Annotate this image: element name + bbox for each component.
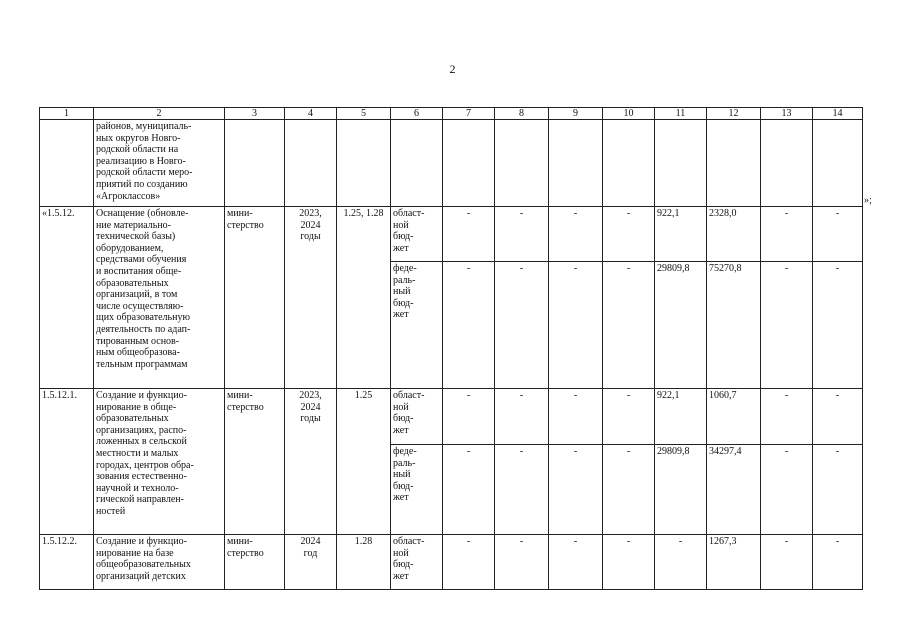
funding-source: феде- раль- ный бюд- жет: [391, 262, 443, 389]
value-cell: 29809,8: [655, 262, 707, 389]
value-cell: -: [603, 445, 655, 535]
cell: [655, 120, 707, 207]
funding-source: феде- раль- ный бюд- жет: [391, 445, 443, 535]
activity-name: Создание и функцио- нирование на базе общеобразовательных организаций детских: [94, 535, 225, 590]
value-cell: -: [603, 535, 655, 590]
value-cell: -: [549, 207, 603, 262]
activity-name: районов, муниципаль- ных округов Новго- родской области на реализацию в Новго- родской области меро- приятий по созданию «Агроклассов»: [94, 120, 225, 207]
cell: [495, 120, 549, 207]
value-cell: -: [549, 389, 603, 445]
page-number: 2: [449, 62, 456, 76]
years: 2024 год: [285, 535, 337, 590]
value-cell: -: [813, 535, 863, 590]
value-cell: -: [495, 262, 549, 389]
closing-quote-mark: »;: [864, 195, 872, 206]
column-header: 14: [813, 108, 863, 120]
column-header: 12: [707, 108, 761, 120]
executor: мини- стерство: [225, 535, 285, 590]
item-number: 1.5.12.2.: [40, 535, 94, 590]
column-header: 10: [603, 108, 655, 120]
cell: [285, 120, 337, 207]
value-cell: -: [761, 389, 813, 445]
target-indicator: 1.28: [337, 535, 391, 590]
column-header: 8: [495, 108, 549, 120]
value-cell: -: [495, 389, 549, 445]
column-header: 6: [391, 108, 443, 120]
value-cell: -: [655, 535, 707, 590]
value-cell: -: [495, 207, 549, 262]
value-cell: -: [761, 535, 813, 590]
value-cell: -: [443, 389, 495, 445]
program-activities-table: [39, 107, 863, 590]
cell: [761, 120, 813, 207]
value-cell: 1267,3: [707, 535, 761, 590]
value-cell: -: [813, 262, 863, 389]
value-cell: 29809,8: [655, 445, 707, 535]
value-cell: -: [761, 207, 813, 262]
column-header: 3: [225, 108, 285, 120]
cell: [337, 120, 391, 207]
value-cell: -: [761, 262, 813, 389]
table-row: [40, 207, 863, 262]
value-cell: -: [443, 207, 495, 262]
value-cell: -: [443, 535, 495, 590]
table-row: [40, 389, 863, 445]
value-cell: -: [813, 389, 863, 445]
executor: мини- стерство: [225, 389, 285, 535]
value-cell: -: [603, 262, 655, 389]
funding-source: област- ной бюд- жет: [391, 207, 443, 262]
cell: [391, 120, 443, 207]
years: 2023, 2024 годы: [285, 207, 337, 389]
item-number: «1.5.12.: [40, 207, 94, 389]
years: 2023, 2024 годы: [285, 389, 337, 535]
column-header: 2: [94, 108, 225, 120]
value-cell: -: [761, 445, 813, 535]
funding-source: област- ной бюд- жет: [391, 535, 443, 590]
column-header: 5: [337, 108, 391, 120]
value-cell: -: [603, 389, 655, 445]
value-cell: -: [495, 535, 549, 590]
value-cell: 922,1: [655, 389, 707, 445]
value-cell: -: [443, 445, 495, 535]
column-header: 1: [40, 108, 94, 120]
value-cell: -: [813, 207, 863, 262]
column-header: 13: [761, 108, 813, 120]
cell: [549, 120, 603, 207]
item-number: 1.5.12.1.: [40, 389, 94, 535]
funding-source: област- ной бюд- жет: [391, 389, 443, 445]
cell: [603, 120, 655, 207]
value-cell: -: [495, 445, 549, 535]
value-cell: -: [443, 262, 495, 389]
value-cell: 75270,8: [707, 262, 761, 389]
column-number-row: [40, 108, 863, 120]
value-cell: -: [549, 535, 603, 590]
activity-name: Оснащение (обновле- ние материально- технической базы) оборудованием, средствами обучения и воспитания обще- образовательных организаций, в том числе осуществляю- щих образовательную деятельность по адап- тированным основ- ным общеобразова- тельным программам: [94, 207, 225, 389]
cell: [40, 120, 94, 207]
cell: [225, 120, 285, 207]
cell: [707, 120, 761, 207]
column-header: 9: [549, 108, 603, 120]
value-cell: 34297,4: [707, 445, 761, 535]
value-cell: 2328,0: [707, 207, 761, 262]
value-cell: 922,1: [655, 207, 707, 262]
value-cell: -: [549, 262, 603, 389]
target-indicator: 1.25: [337, 389, 391, 535]
column-header: 11: [655, 108, 707, 120]
value-cell: -: [549, 445, 603, 535]
cell: [443, 120, 495, 207]
value-cell: -: [813, 445, 863, 535]
cell: [813, 120, 863, 207]
executor: мини- стерство: [225, 207, 285, 389]
column-header: 7: [443, 108, 495, 120]
target-indicator: 1.25, 1.28: [337, 207, 391, 389]
table-row: [40, 535, 863, 590]
table-row: [40, 120, 863, 207]
value-cell: 1060,7: [707, 389, 761, 445]
value-cell: -: [603, 207, 655, 262]
column-header: 4: [285, 108, 337, 120]
activity-name: Создание и функцио- нирование в обще- образовательных организациях, распо- ложенных в сельской местности и малых городах, центров обра- зования естественно- научной и техноло- гической направлен- ностей: [94, 389, 225, 535]
